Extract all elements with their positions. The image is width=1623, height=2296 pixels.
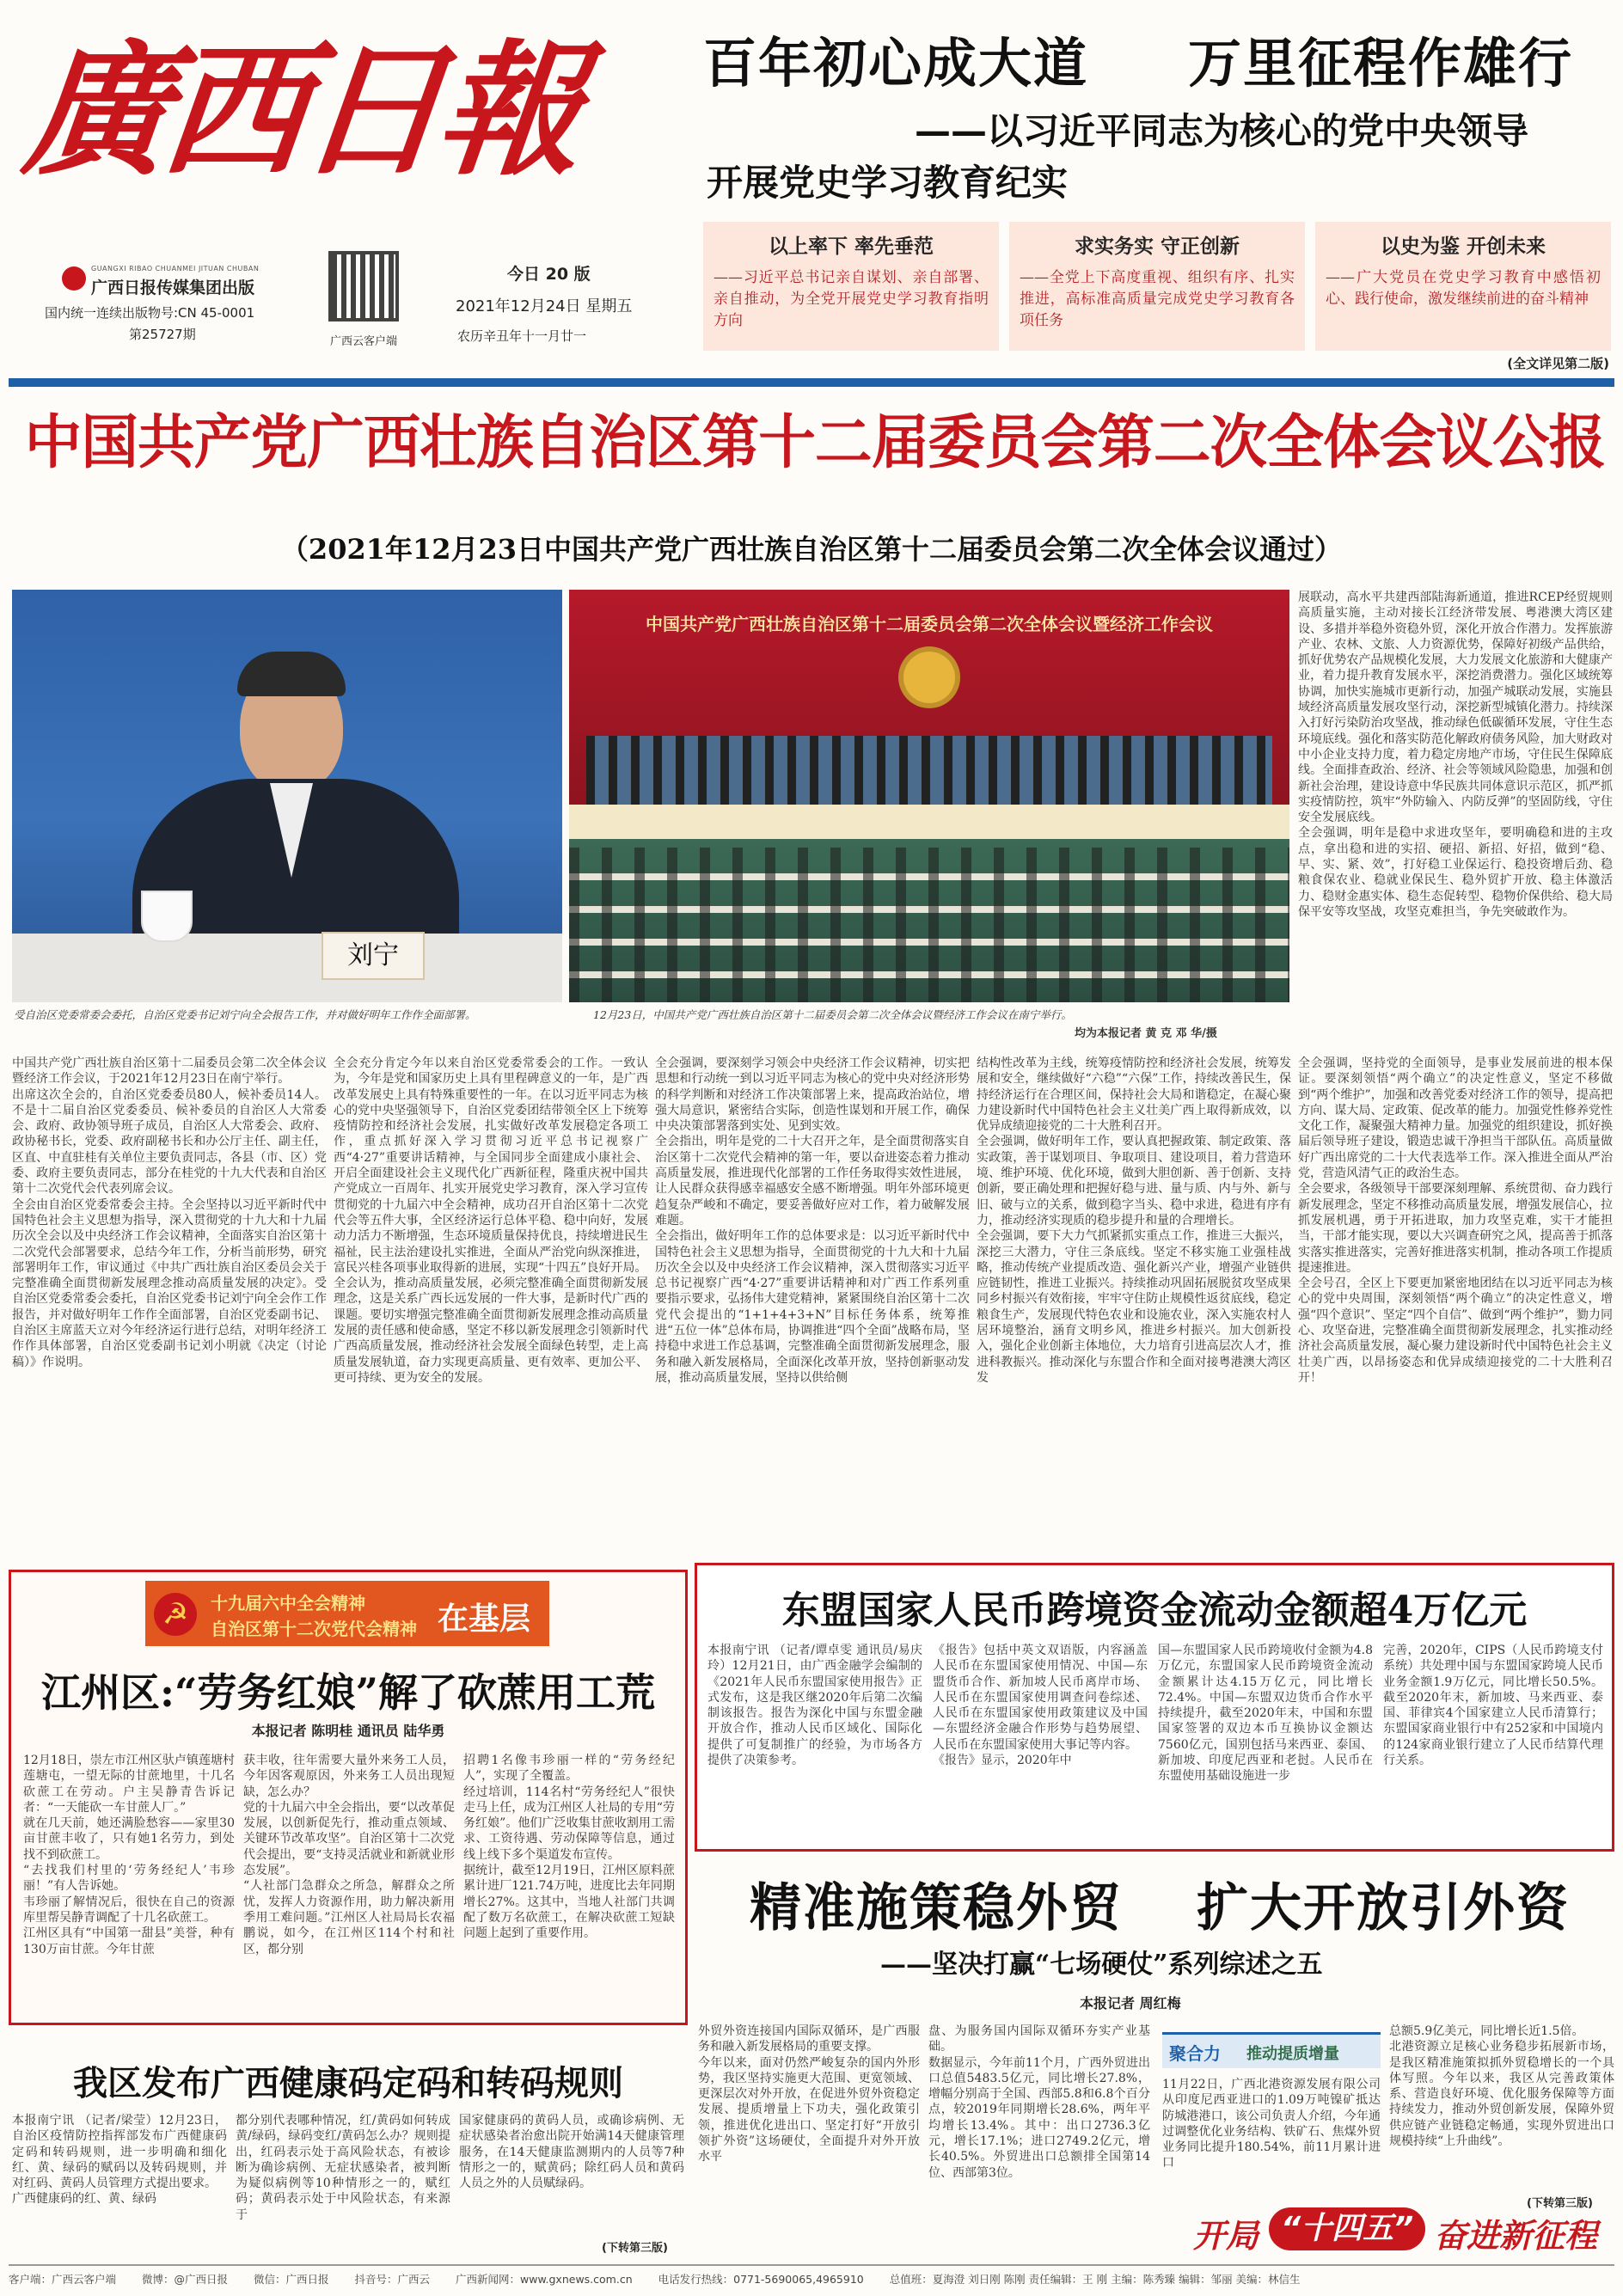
trade-turn: (下转第三版)	[1527, 2197, 1593, 2210]
jiangzhou-tag	[145, 1581, 549, 1646]
jiangzhou-col-2: 获丰收，往年需要大量外来务工人员，今年因客观原因，外来务工人员出现短缺，怎么办？ 党的十九届六中全会指出，要“以改革促发展，以创新促先行，推动重点领域、关键环节改革攻坚”。自治区第十二次党代会提出，要“支持灵活就业和新就业形态发展”。 “人社部门急群众之所急，解群众之所忧，发挥人力资源作用，助力解决新用季用工难问题。”江州区人社局局长农福鹏说，如今，在江州区114个村和社区，都分别	[243, 1754, 455, 1956]
trade-col-2: 盘、为服务国内国际双循环夯实产业基础。 数据显示，今年前11个月，广西外贸进出口总值5483.5亿元，同比增长27.8%，增幅分别高于全国、西部5.8和6.8个百分点，较2019年同期增长28.6%，两年平均增长13.4%。其中：出口2736.3亿元，增长17.1%；进口2749.2亿元，增长40.5%。外贸进出口总额排全国第14位、西部第3位。	[928, 2024, 1150, 2180]
tag-line-2: 自治区第十二次党代会精神	[211, 1619, 417, 1639]
feature-see-more: (全文详见第二版)	[1507, 356, 1609, 371]
asean-headline: 东盟国家人民币跨境资金流动金额超4万亿元	[781, 1589, 1528, 1632]
footer-item-phone: 电话发行热线：0771-5690065,4965910	[658, 2273, 864, 2286]
speaker-hair	[237, 652, 346, 696]
footer-rule	[9, 2264, 1614, 2266]
tag-line-1: 十九届六中全会精神	[211, 1593, 365, 1613]
lead-col-3: 全会强调，要深刻学习领会中央经济工作会议精神，切实把思想和行动统一到以习近平同志为核心的党中央对经济形势的科学判断和对经济工作决策部署上来，提高政治站位，增强大局意识，紧密结合实际，创造性谋划和开展工作，确保中央决策部署落到实处、见到实效。 全会指出，明年是党的二十大召开之年，是全面贯彻落实自治区第十二次党代会精神的第一年，要以奋进姿态着力推动高质量发展，推进现代化部署的工作任务取得实效性进展，让人民群众获得感幸福感安全感不断增强。明年外部环境更趋复杂严峻和不确定，要妥善做好应对工作，着力破解发展难题。 全会指出，做好明年工作的总体要求是：以习近平新时代中国特色社会主义思想为指导，全面贯彻党的十九大和十九届历次全会以及中央经济工作会议精神，深入贯彻落实习近平总书记视察广西“4·27”重要讲话精神和对广西工作系列重要指示要求，弘扬伟大建党精神，紧紧围绕自治区第十二次党代会提出的“1+1+4+3+N”目标任务体系，统筹推进“五位一体”总体布局，协调推进“四个全面”战略布局，坚持稳中求进工作总基调，完整准确全面贯彻新发展理念，服务和融入新发展格局，全面深化改革开放，坚持创新驱动发展，推动高质量发展，坚持以供给侧	[655, 1056, 970, 1385]
trade-byline: 本报记者 周红梅	[1080, 1995, 1181, 2011]
feature-box-3	[1315, 222, 1611, 351]
photo-credit: 均为本报记者 黄 克 邓 华/摄	[1075, 1027, 1217, 1040]
slogan-2: “十四五”	[1269, 2207, 1425, 2250]
health-headline: 我区发布广西健康码定码和转码规则	[73, 2064, 623, 2103]
masthead	[9, 7, 696, 368]
lead-col-5-top: 展联动，高水平共建西部陆海新通道，推进RCEP经贸规则高质量实施，主动对接长江经济带发展、粤港澳大湾区建设、多措并举稳外资稳外贸，深化开放合作潜力。发挥旅游产业、农林、文旅、人力资源优势，保障好初级产品供给，抓好优势农产品规模化发展，大力发展文化旅游和大健康产业，着力提升教育发展水平，深挖消费潜力。强化区域统筹协调，加快实施城市更新行动，加强产城联动发展，实施县域经济高质量发展攻坚行动，深挖新型城镇化潜力。持续深入打好污染防治攻坚战，推动绿色低碳循环发展，守住生态环境底线。强化和落实防范化解政府债务风险，加大财政对中小企业支持力度，着力稳定房地产市场，守住民生保障底线。全面排查政治、经济、社会等领域风险隐患，加强和创新社会治理，建设诗意中华民族共同体意识示范区，抓严抓实疫情防控，筑牢“外防输入、内防反弹”的坚固防线，守住安全发展底线。 全会强调，明年是稳中求进攻坚年，要明确稳和进的主攻点，拿出稳和进的实招、硬招、新招、好招，做到“稳、早、实、紧、效”，打好稳工业保运行、稳投资增后劲、稳粮食保农业、稳就业保民生、稳外贸扩开放、稳主体激活力、稳财金惠实体、稳生态促转型、稳物价保供给、稳大局保平安等攻坚战，攻坚克难担当，争先突破敢作为。	[1298, 591, 1613, 919]
lead-col-4: 结构性改革为主线，统筹疫情防控和经济社会发展，统筹发展和安全，继续做好“六稳”“六保”工作，持续改善民生，保持经济运行在合理区间，保持社会大局和谐稳定，在凝心聚力建设新时代中国特色社会主义壮美广西上取得新成效，以优异成绩迎接党的二十大胜利召开。 全会强调，做好明年工作，要认真把握政策、制定政策、落实政策，善于谋划项目、争取项目、建设项目，着力营造环境、维护环境、优化环境，做到大胆创新、善于创新、支持创新，要正确处理和把握好稳与进、量与质、内与外、新与旧、破与立的关系，做到稳字当头、稳中求进，稳进有序有力，推动经济实现质的稳步提升和量的合理增长。 全会强调，要下大力气抓紧抓实重点工作，推进三大振兴，深挖三大潜力，守住三条底线。坚定不移实施工业强桂战略，推动传统产业提质改造、强化新兴产业，增强产业链供应链韧性，推进工业振兴。持续推动巩固拓展脱贫攻坚成果同乡村振兴有效衔接，牢牢守住防止规模性返贫底线，稳定粮食生产，发展现代特色农业和设施农业，深入实施农村人居环境整治，涵育文明乡风，推进乡村振兴。加大创新投入，强化企业创新主体地位，大力培育引进高层次人才，推进科教振兴。推动深化与东盟合作和全面对接粤港澳大湾区发	[977, 1056, 1291, 1385]
slogan-3: 奋进新征程	[1434, 2217, 1598, 2255]
publisher-logo-icon	[62, 266, 86, 291]
trade-col-4: 总额5.9亿美元，同比增长近1.5倍。 北港资源立足核心业务稳步拓展新市场，是我区精准施策拟抓外贸稳增长的一个具体写照。今年以来，我区从完善政策体系、营造良好环境、优化服务保障等方面持续发力，推动外贸创新发展，保障外贸供应链产业链稳定畅通，实现外贸进出口规模持续“上升曲线”。	[1389, 2024, 1614, 2149]
cn-label: 国内统一连续出版物号:CN 45-0001	[45, 305, 255, 321]
feature-box-1	[703, 222, 999, 351]
publisher: 广西日报传媒集团出版	[91, 279, 255, 297]
audience-people	[569, 848, 1289, 1002]
speaker-desk	[12, 934, 562, 1002]
feature-box-text: ——全党上下高度重视、组织有序、扎实推进，高标准高质量完成党史学习教育各项任务	[1020, 269, 1295, 329]
asean-col-3: 国—东盟国家人民币跨境收付金额为4.8万亿元，东盟国家人民币跨境资金流动金额累计达4.15万亿元，同比增长72.4%。中国—东盟双边货币合作水平持续提升，截至2020年末，中国和东盟国家签署的双边本币互换协议金额达7560亿元，国别包括马来西亚、泰国、新加坡、印度尼西亚和老挝。人民币在东盟使用基础设施进一步	[1158, 1644, 1373, 1784]
health-turn: (下转第三版)	[602, 2242, 668, 2255]
trade-title-2: 扩大开放引外资	[1197, 1878, 1570, 1938]
asean-col-2: 《报告》包括中英文双语版，内容涵盖人民币在东盟国家使用情况、中国—东盟货币合作、新加坡人民币离岸市场、人民币在东盟国家使用调查问卷综述、人民币在东盟国家使用政策建议及中国—东盟经济金融合作形势与趋势展望、人民币在东盟国家使用大事记等内容。 《报告》显示，2020年中	[933, 1644, 1148, 1768]
party-emblem-icon	[903, 652, 955, 703]
today-pages: 今日 20 版	[507, 265, 591, 284]
trade-tag	[1162, 2032, 1381, 2068]
presidium-rows	[586, 736, 1272, 805]
jiangzhou-col-1: 12月18日，崇左市江州区驮卢镇莲塘村莲塘屯，一望无际的甘蔗地里，十几名砍蔗工在劳动。户主吴静青告诉记者：“一天能砍一车甘蔗人厂。” 就在几天前，她还满脸愁容——家里30亩甘蔗丰收了，只有她1名劳力，到处找不到砍蔗工。 “去找我们村里的‘劳务经纪人’韦珍丽！”有人告诉她。 韦珍丽了解情况后，很快在自己的资源库里帮吴静青调配了十几名砍蔗工。 江州区具有“中国第一甜县”美誉，种有130万亩甘蔗。今年甘蔗	[23, 1754, 235, 1956]
plenary-banner	[603, 610, 1255, 641]
footer-item-douyin: 抖音号：广西云	[354, 2273, 431, 2286]
feature-subtitle-1: ——以习近平同志为核心的党中央领导	[915, 110, 1529, 152]
tag-line-3: 在基层	[438, 1601, 531, 1637]
issue-no: 第25727期	[129, 327, 196, 342]
qr-code-icon	[328, 251, 399, 321]
asean-col-4: 完善，2020年，CIPS（人民币跨境支付系统）共处理中国与东盟国家跨境人民币业务金额1.9万亿元，同比增长50.5%。截至2020年末，新加坡、马来西亚、泰国、菲律宾4个国家建立人民币清算行；东盟国家商业银行中有252家和中国境内的124家商业银行建立了人民币结算代理行关系。	[1383, 1644, 1603, 1768]
issue-date: 2021年12月24日 星期五	[456, 297, 633, 315]
caption-right: 12月23日，中国共产党广西壮族自治区第十二届委员会第二次全体会议暨经济工作会议在南宁举行。	[593, 1008, 1072, 1021]
jiangzhou-byline: 本报记者 陈明桂 通讯员 陆华勇	[251, 1723, 445, 1739]
photo-speaker	[12, 590, 562, 1002]
footer-staff: 总值班：夏海澄 刘日刚 陈刚 责任编辑：王 刚 主编：陈秀臻 编辑：邹丽 美编：林信生	[889, 2273, 1301, 2286]
asean-box	[695, 1563, 1614, 1852]
health-col-1: 本报南宁讯 （记者/梁莹）12月23日，自治区疫情防控指挥部发布广西健康码定码和转码规则，进一步明确和细化红、黄、绿码的赋码以及转码规则，并对红码、黄码人员管理方式提出要求。 广西健康码的红、黄、绿码	[12, 2114, 227, 2207]
feature-title-1: 百年初心成大道	[703, 32, 1089, 95]
footer-bar	[9, 2271, 1614, 2290]
trade-tag-label: 聚合力	[1169, 2043, 1221, 2064]
feature-box-text: ——广大党员在党史学习教育中感悟初心、践行使命，激发继续前进的奋斗精神	[1326, 269, 1601, 308]
nameplate-text: 刘宁	[347, 940, 399, 970]
health-col-3: 国家健康码的黄码人员，或确诊病例、无症状感染者治愈出院开始满14天健康管理服务，在14天健康监测期内的人员等7种情形之一的，赋黄码；除红码人员和黄码人员之外的人员赋绿码。	[459, 2114, 684, 2191]
stage-front	[569, 805, 1289, 839]
top-feature	[703, 9, 1614, 370]
footer-item-wechat: 微信：广西日报	[254, 2273, 329, 2286]
footer-item-web[interactable]: 广西新闻网：www.gxnews.com.cn	[456, 2273, 633, 2286]
masthead-rule	[9, 378, 1614, 387]
trade-col-3: 11月22日，广西北港资源发展有限公司从印度尼西亚进口的1.09万吨镍矿抵达防城港港口，该公司负责人介绍，今年通过调整优化业务结构、铁矿石、焦煤外贸业务同比提升180.54%，前11月累计进口	[1162, 2078, 1381, 2170]
trade-tag-text: 推动提质增量	[1246, 2045, 1339, 2063]
lunar-date: 农历辛丑年十一月廿一	[457, 328, 587, 344]
jiangzhou-box	[9, 1570, 688, 2025]
feature-box-head: 求实务实 守正创新	[1074, 236, 1240, 258]
publisher-en: GUANGXI RIBAO CHUANMEI JITUAN CHUBAN	[91, 265, 260, 272]
party-flag-icon: ☭	[154, 1593, 197, 1636]
jiangzhou-headline: 江州区:“劳务红娘”解了砍蔗用工荒	[41, 1669, 655, 1716]
feature-title-2: 万里征程作雄行	[1188, 32, 1574, 95]
masthead-logo: 廣西日報	[16, 25, 585, 195]
lead-headline: 中国共产党广西壮族自治区第十二届委员会第二次全体会议公报	[24, 409, 1606, 477]
lead-col-1: 中国共产党广西壮族自治区第十二届委员会第二次全体会议暨经济工作会议，于2021年12月23日在南宁举行。 出席这次全会的，自治区党委委员80人，候补委员14人。不是十二届自治区党委委员、候补委员的自治区人大常委会、政府、政协领导班子成员，自治区人大常委会、政府、政协秘书长，党委、政府副秘书长和办公厅主任、副主任，区直、中直驻桂有关单位主要负责同志，各县（市、区）党委、政府主要负责同志，部分在桂党的十九大代表和自治区第十二次党代会代表列席会议。 全会由自治区党委常委会主持。全会坚持以习近平新时代中国特色社会主义思想为指导，深入贯彻党的十九大和十九届历次全会以及中央经济工作会议精神，全面落实自治区第十二次党代会部署要求，总结今年工作，分析当前形势，研究部署明年工作，审议通过《中共广西壮族自治区委员会关于完整准确全面贯彻新发展理念推动高质量发展的决定》。受自治区党委常委会委托，自治区党委书记刘宁向全会作工作报告，并对做好明年工作作全面部署，自治区党委副书记、自治区主席蓝天立对今年经济运行进行总结，对明年经济工作作具体部署，自治区党委副书记刘小明就《决定（讨论稿）》作说明。	[12, 1056, 327, 1369]
feature-box-2	[1009, 222, 1305, 351]
asean-col-1: 本报南宁讯 （记者/谭卓雯 通讯员/易庆玲）12月21日，由广西金融学会编制的《2021年人民币东盟国家使用报告》正式发布，这是我区继2020年后第二次编制该报告。报告为深化中国与东盟金融开放合作，推动人民币区域化、国际化提供了可复制推广的经验，为市场各方提供了决策参考。	[707, 1644, 922, 1768]
speaker-nameplate	[322, 932, 425, 980]
teacup	[141, 891, 193, 942]
trade-col-1: 外贸外资连接国内国际双循环，是广西服务和融入新发展格局的重要支撑。 今年以来，面对仍然严峻复杂的国内外形势，我区坚持实施更大范围、更宽领域、更深层次对外开放，在促进外贸外资稳定发展、提质增量上下功夫，强化政策引领，推进优化进出口、坚定打好“开放引领扩外资”这场硬仗，全面提升对外开放水平	[698, 2024, 920, 2164]
banner-text: 中国共产党广西壮族自治区第十二届委员会第二次全体会议暨经济工作会议	[646, 614, 1213, 634]
feature-subtitle-2: 开展党史学习教育纪实	[707, 162, 1069, 204]
jiangzhou-col-3: 招聘1名像韦珍丽一样的“劳务经纪人”，实现了全覆盖。 经过培训，114名村“劳务经纪人”很快走马上任，成为江州区人社局的专用“劳务红娘”。他们广泛收集甘蔗收割用工需求、工资待遇、劳动保障等信息，通过线上线下多个渠道发布宣传。 据统计，截至12月19日，江州区原料蔗累计进厂121.74万吨，进度比去年同期增长27%。这其中，当地人社部门共调配了数万名砍蔗工，在解决砍蔗工短缺问题上起到了重要作用。	[463, 1754, 675, 1941]
lead-col-2: 全会充分肯定今年以来自治区党委常委会的工作。一致认为，今年是党和国家历史上具有里程碑意义的一年，是广西改革发展史上具有特殊重要性的一年。在以习近平同志为核心的党中央坚强领导下，自治区党委团结带领全区上下统筹疫情防控和经济社会发展，扎实做好改革发展稳定各项工作，重点抓好深入学习贯彻习近平总书记视察广西“4·27”重要讲话精神，与全国同步全面建成小康社会、开启全面建设社会主义现代化广西新征程，隆重庆祝中国共产党成立一百周年、扎实开展党史学习教育，深入学习宣传贯彻党的十九届六中全会精神，成功召开自治区第十二次党代会等五件大事，全区经济运行总体平稳、稳中向好，发展动力活力不断增强，生态环境质量保持优良，持续增进民生福祉，民主法治建设扎实推进，全面从严治党向纵深推进，富民兴桂各项事业取得新的进展，实现“十四五”良好开局。 全会认为，推动高质量发展，必须完整准确全面贯彻新发展理念，这是关系广西长远发展的一件大事，是新时代广西的课题。要切实增强完整准确全面贯彻新发展理念推动高质量发展的责任感和使命感，坚定不移以新发展理念引领新时代广西高质量发展，推动经济社会发展全面绿色转型，走上高质量发展轨道，奋力实现更高质量、更有效率、更加公平、更可持续、更为安全的发展。	[334, 1056, 648, 1385]
footer-item-app: 客户端：广西云客户端	[9, 2273, 117, 2286]
photo-plenary	[569, 590, 1289, 1002]
feature-box-head: 以史为鉴 开创未来	[1380, 236, 1546, 258]
health-col-2: 都分别代表哪种情况，红/黄码如何转成黄/绿码，绿码变红/黄码怎么办？规则提出，红码表示处于高风险状态，有被诊断为确诊病例、无症状感染者，被判断为疑似病例等10种情形之一的，赋红码；黄码表示处于中风险状态，有来源于	[236, 2114, 450, 2222]
qr-caption: 广西云客户端	[330, 335, 398, 348]
lead-subhead: （2021年12月23日中国共产党广西壮族自治区第十二届委员会第二次全体会议通过）	[280, 533, 1343, 566]
footer-item-weibo: 微博：@广西日报	[142, 2273, 229, 2286]
feature-box-text: ——习近平总书记亲自谋划、亲自部署、亲自推动，为全党开展党史学习教育指明方向	[714, 269, 989, 329]
trade-title-1: 精准施策稳外贸	[750, 1878, 1123, 1938]
caption-left: 受自治区党委常委会委托，自治区党委书记刘宁向全会报告工作，并对做好明年工作作全面部署。	[14, 1008, 476, 1021]
slogan-1: 开局	[1193, 2217, 1259, 2255]
trade-subtitle: ——坚决打赢“七场硬仗”系列综述之五	[880, 1950, 1323, 1980]
feature-box-head: 以上率下 率先垂范	[768, 236, 934, 258]
lead-col-5-bottom: 全会强调，坚持党的全面领导，是事业发展前进的根本保证。要深刻领悟“两个确立”的决定性意义，坚定不移做到“两个维护”，加强和改善党委对经济工作的领导，提高把方向、谋大局、定政策、促改革的能力。加强党性修养党性文化工作，凝聚强大精神力量。加强党的组织建设，抓好换届后领导班子建设，锻造忠诚干净担当干部队伍。高质量做好广西出席党的二十大代表选举工作。深入推进全面从严治党，营造风清气正的政治生态。 全会要求，各级领导干部要深刻理解、系统贯彻、奋力践行新发展理念，坚定不移推动高质量发展，增强发展信心，拉抓发展机遇，勇于开拓进取，加力攻坚克难，实干才能担当，干部才能实现，要以大兴调查研究之风，提高善于抓落实落实推进落实，完善好推进落实机制，推动各项工作提质提速推进。 全会号召，全区上下要更加紧密地团结在以习近平同志为核心的党中央周围，深刻领悟“两个确立”的决定性意义，增强“四个意识”、坚定“四个自信”、做到“两个维护”，勠力同心、攻坚奋进，完整准确全面贯彻新发展理念，扎实推动经济社会高质量发展，凝心聚力建设新时代中国特色社会主义壮美广西，以昂扬姿态和优异成绩迎接党的二十大胜利召开！	[1298, 1056, 1613, 1385]
